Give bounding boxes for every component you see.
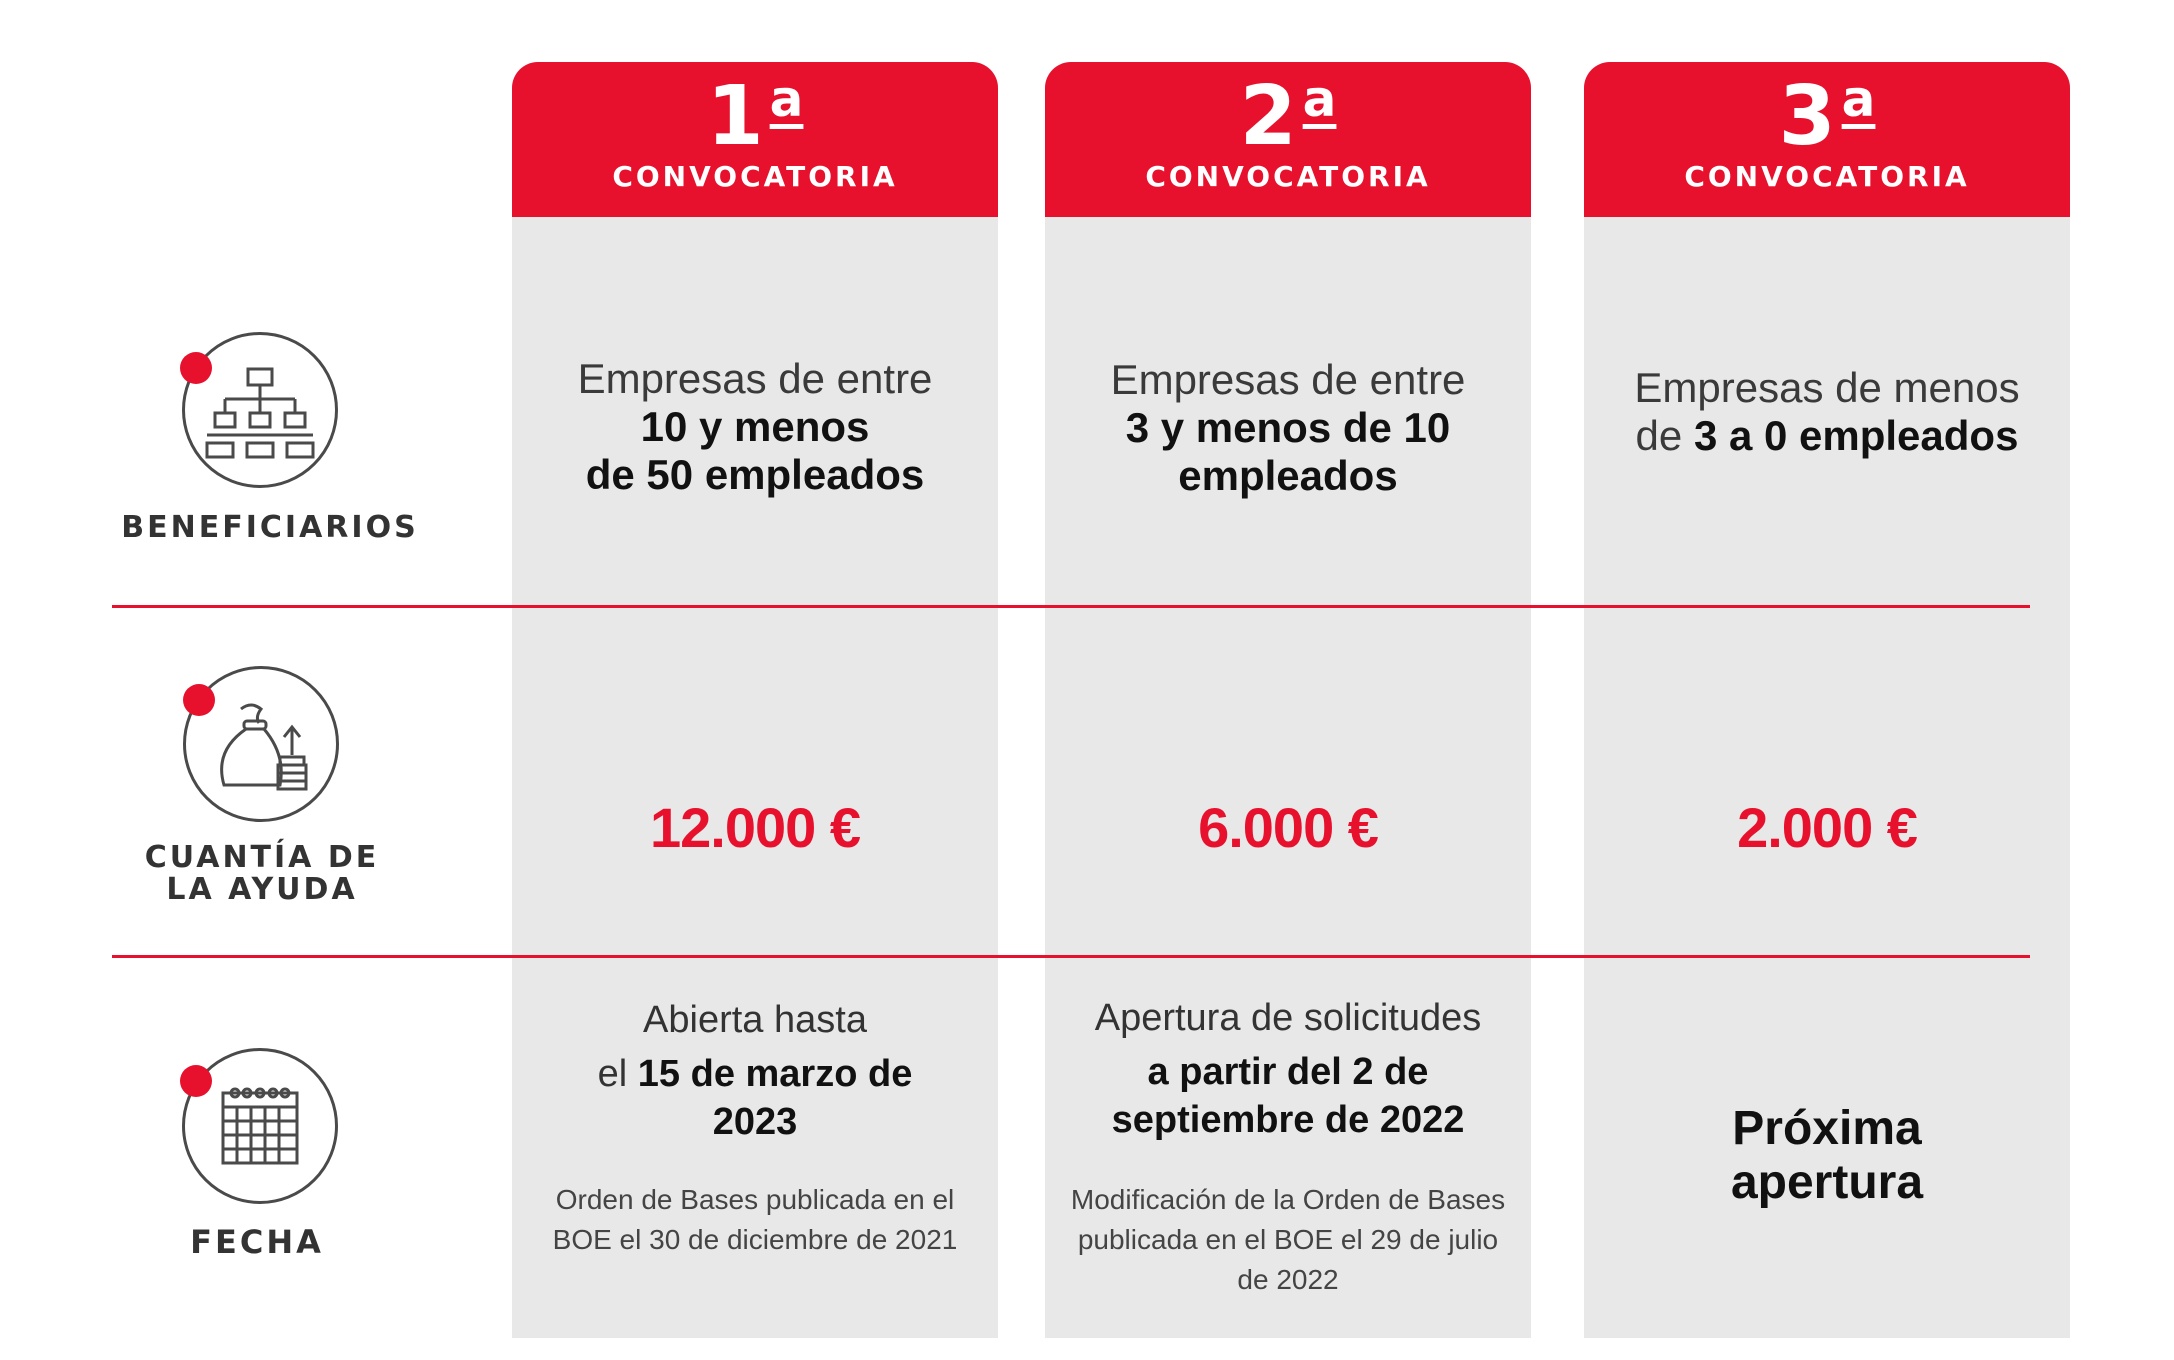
convocatoria-2-number: 2 xyxy=(1239,69,1297,164)
convocatoria-2-column xyxy=(1045,62,1531,1338)
fecha-label: FECHA xyxy=(190,1223,324,1261)
benef-2-line1: Empresas de entre xyxy=(1110,356,1466,403)
row-divider-2 xyxy=(112,955,2030,958)
convocatoria-2-note xyxy=(1045,1180,1531,1300)
fecha-1-prefix: el xyxy=(597,1053,628,1095)
fecha-1-bold2: 2023 xyxy=(712,1101,798,1143)
benef-3-prefix: de xyxy=(1635,412,1683,459)
convocatoria-2-header xyxy=(1045,62,1531,217)
convocatoria-2-ordinal: a xyxy=(1302,70,1337,128)
fecha-2-note1: Modificación de la Orden de Bases xyxy=(1070,1184,1506,1215)
convocatoria-2-amount: 6.000 € xyxy=(1198,796,1378,859)
benef-2-line2: 3 y menos de 10 xyxy=(1125,404,1451,451)
convocatoria-1-amount: 12.000 € xyxy=(650,796,860,859)
convocatoria-3-header xyxy=(1584,62,2070,217)
convocatoria-1-label: CONVOCATORIA xyxy=(612,160,898,193)
fecha-2-bold1: a partir del 2 de xyxy=(1147,1051,1429,1093)
benef-3-line1: Empresas de menos xyxy=(1634,364,2020,411)
convocatoria-1-ordinal: a xyxy=(769,70,804,128)
row-divider-1 xyxy=(112,605,2030,608)
convocatoria-1-column xyxy=(512,62,998,1338)
convocatoria-3-fecha xyxy=(1584,1102,2070,1210)
convocatoria-1-fecha xyxy=(512,996,998,1146)
fecha-1-note2: BOE el 30 de diciembre de 2021 xyxy=(552,1224,958,1255)
convocatoria-2-label: CONVOCATORIA xyxy=(1145,160,1431,193)
beneficiarios-bullet xyxy=(180,352,212,384)
convocatoria-3-label: CONVOCATORIA xyxy=(1684,160,1970,193)
fecha-2-intro: Apertura de solicitudes xyxy=(1094,997,1482,1039)
cuantia-label xyxy=(112,842,412,906)
fecha-3-line1: Próxima xyxy=(1732,1102,1922,1155)
fecha-2-note3: de 2022 xyxy=(1237,1264,1339,1295)
fecha-1-intro: Abierta hasta xyxy=(643,999,867,1041)
benef-1-line1: Empresas de entre xyxy=(577,355,933,402)
convocatoria-1-note xyxy=(512,1180,998,1260)
fecha-2-bold2: septiembre de 2022 xyxy=(1111,1099,1465,1141)
cuantia-bullet xyxy=(183,684,215,716)
beneficiarios-label: BENEFICIARIOS xyxy=(121,510,419,545)
convocatoria-2-beneficiarios xyxy=(1045,356,1531,500)
fecha-bullet xyxy=(180,1065,212,1097)
fecha-1-note1: Orden de Bases publicada en el xyxy=(555,1184,955,1215)
convocatoria-3-amount: 2.000 € xyxy=(1737,796,1917,859)
benef-2-line3: empleados xyxy=(1178,452,1398,499)
benef-3-bold: 3 a 0 empleados xyxy=(1693,412,2019,459)
benef-1-line2: 10 y menos xyxy=(640,403,870,450)
convocatoria-1-beneficiarios xyxy=(512,355,998,499)
fecha-2-note2: publicada en el BOE el 29 de julio xyxy=(1077,1224,1499,1255)
cuantia-label-line2: LA AYUDA xyxy=(166,872,358,907)
benef-1-line3: de 50 empleados xyxy=(585,451,925,498)
cuantia-label-line1: CUANTÍA DE xyxy=(144,840,380,875)
convocatoria-3-beneficiarios xyxy=(1584,364,2070,460)
fecha-1-bold1: 15 de marzo de xyxy=(637,1053,913,1095)
convocatoria-3-column xyxy=(1584,62,2070,1338)
convocatoria-3-ordinal: a xyxy=(1841,70,1876,128)
convocatoria-1-header xyxy=(512,62,998,217)
fecha-3-line2: apertura xyxy=(1730,1156,1924,1209)
convocatoria-1-number: 1 xyxy=(706,69,764,164)
convocatoria-2-fecha xyxy=(1045,994,1531,1144)
convocatoria-3-number: 3 xyxy=(1778,69,1836,164)
